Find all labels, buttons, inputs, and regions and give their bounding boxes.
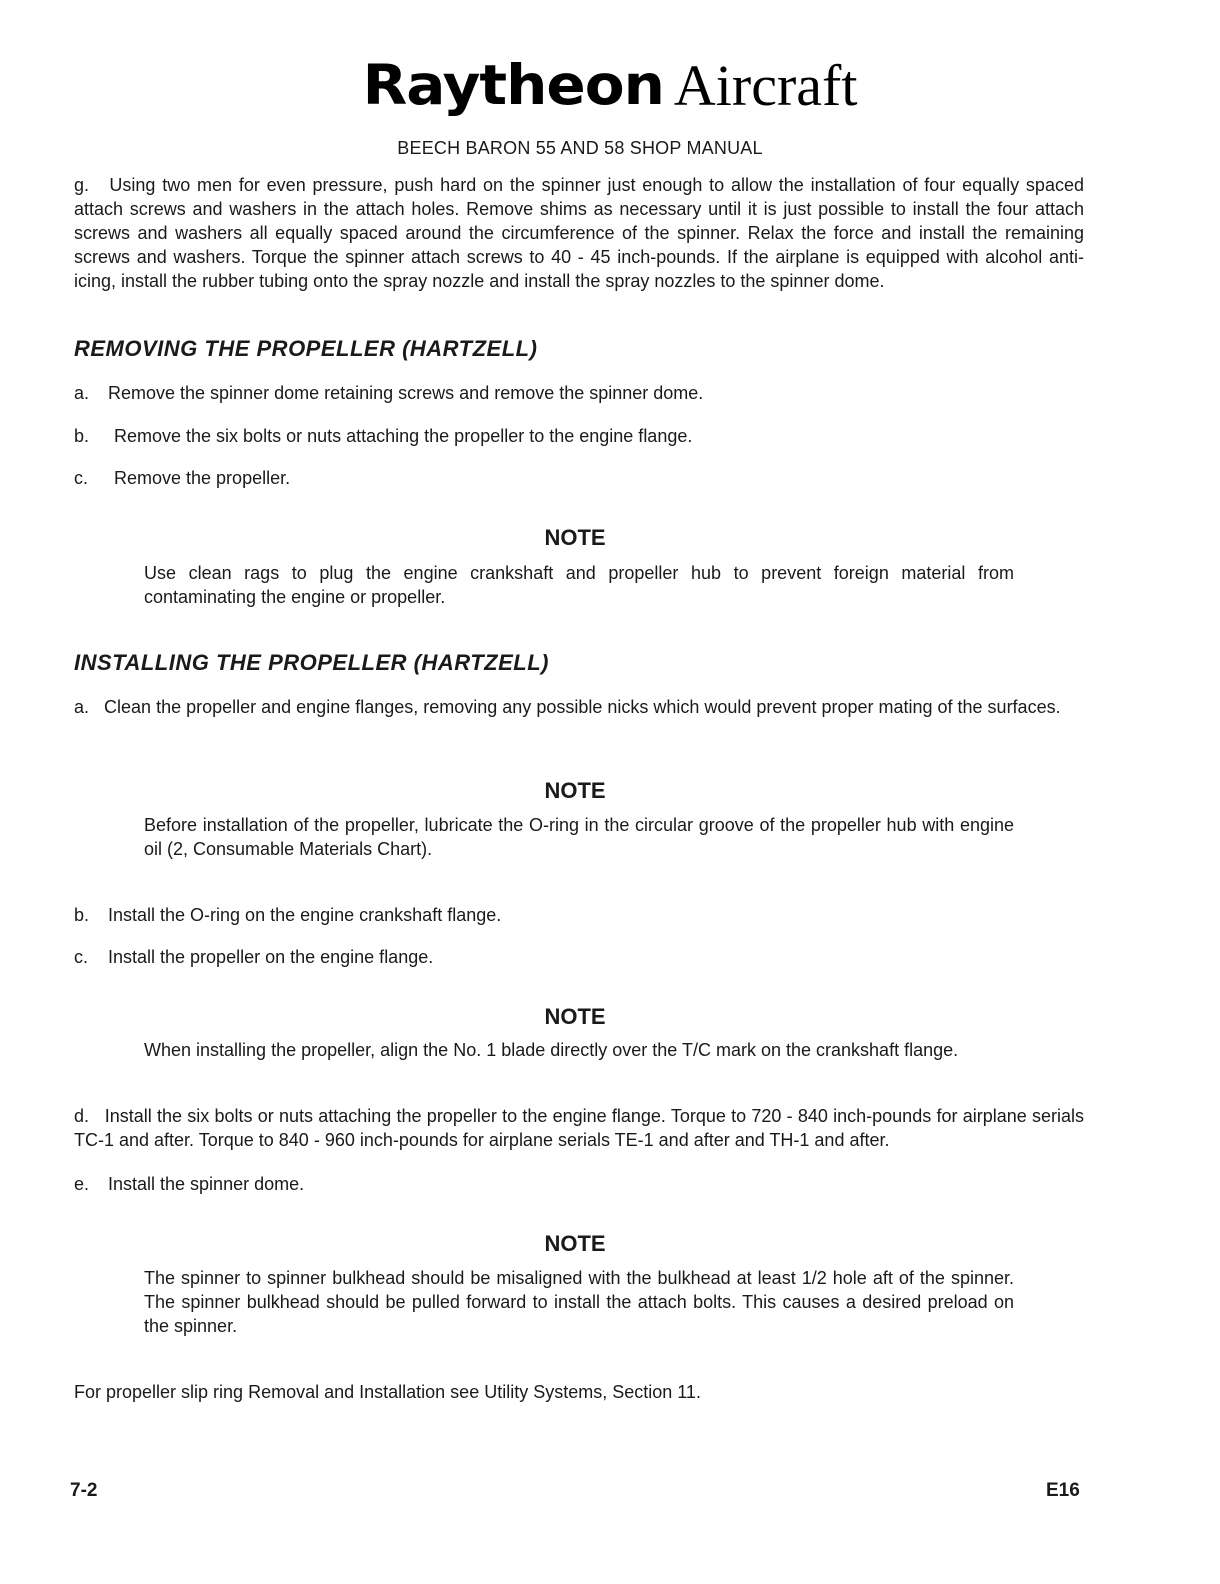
removing-step-a — [74, 381, 703, 405]
step-text: Clean the propeller and engine flanges, removing any possible nicks which would prevent proper mating of the surfaces. — [104, 697, 1061, 717]
step-letter: c. — [74, 468, 89, 488]
step-text: Remove the six bolts or nuts attaching the propeller to the engine flange. — [114, 426, 693, 446]
removing-step-b — [74, 424, 692, 448]
note-body: Before installation of the propeller, lubricate the O-ring in the circular groove of the propeller hub with engine oil (2, Consumable Materials Chart). — [144, 815, 1014, 859]
removing-step-c — [74, 466, 290, 490]
step-letter: e. — [74, 1174, 90, 1194]
installing-step-c — [74, 945, 433, 969]
note-body: When installing the propeller, align the No. 1 blade directly over the T/C mark on the crankshaft flange. — [144, 1040, 959, 1060]
step-text: Remove the propeller. — [114, 468, 291, 488]
section-heading-removing: REMOVING THE PROPELLER (HARTZELL) — [74, 336, 538, 361]
page-number: 7-2 — [70, 1480, 98, 1501]
step-text: Install the O-ring on the engine crankshaft flange. — [108, 905, 502, 925]
note-body: The spinner to spinner bulkhead should be misaligned with the bulkhead at least 1/2 hole aft of the spinner. The spinner bulkhead should be pulled forward to install the attach bolts. This causes a desired preload on the spinner. — [144, 1268, 1014, 1336]
revision-code: E16 — [1046, 1480, 1080, 1501]
note-body: Use clean rags to plug the engine crankshaft and propeller hub to prevent foreign material from contaminating the engine or propeller. — [144, 563, 1014, 607]
raytheon-logo: Raytheon — [362, 52, 664, 118]
note-title: NOTE — [544, 1004, 606, 1029]
section-heading-installing: INSTALLING THE PROPELLER (HARTZELL) — [74, 650, 549, 675]
step-text: Remove the spinner dome retaining screws and remove the spinner dome. — [108, 383, 704, 403]
step-text: Using two men for even pressure, push hard on the spinner just enough to allow the installation of four equally spaced attach screws and washers in the attach holes. Remove shims as necessary until it is just possible to install the four attach screws and washers all equally spaced around the circumference of the spinner. Relax the force and install the remaining screws and washers. Torque the spinner attach screws to 40 - 45 inch-pounds. If the airplane is equipped with alcohol anti-icing, install the rubber tubing onto the spray nozzle and install the spray nozzles to the spinner dome. — [74, 175, 1084, 291]
installing-step-b — [74, 903, 501, 927]
installing-step-e — [74, 1172, 304, 1196]
note-title: NOTE — [544, 1231, 606, 1256]
brand-word: Aircraft — [673, 53, 858, 118]
step-letter: d. — [74, 1106, 90, 1126]
installing-step-d — [74, 1104, 1084, 1152]
step-text: Install the spinner dome. — [108, 1174, 305, 1194]
note-title: NOTE — [544, 525, 606, 550]
step-text: Install the propeller on the engine flange. — [108, 947, 434, 967]
note-title: NOTE — [544, 778, 606, 803]
step-letter: b. — [74, 905, 90, 925]
step-letter: g. — [74, 175, 90, 195]
step-letter: a. — [74, 383, 90, 403]
brand-header — [0, 52, 1220, 118]
manual-title: BEECH BARON 55 AND 58 SHOP MANUAL — [397, 138, 763, 158]
installing-step-a — [74, 695, 1084, 719]
step-letter: c. — [74, 947, 89, 967]
step-g — [74, 173, 1084, 293]
slip-ring-reference: For propeller slip ring Removal and Installation see Utility Systems, Section 11. — [74, 1382, 701, 1402]
step-letter: a. — [74, 697, 90, 717]
step-text: Install the six bolts or nuts attaching the propeller to the engine flange. Torque to 720 - 840 inch-pounds for airplane serials TC-1 and after. Torque to 840 - 960 inch-pounds for airplane serials TE-1 and after and TH-1 and after. — [74, 1106, 1084, 1150]
step-letter: b. — [74, 426, 90, 446]
